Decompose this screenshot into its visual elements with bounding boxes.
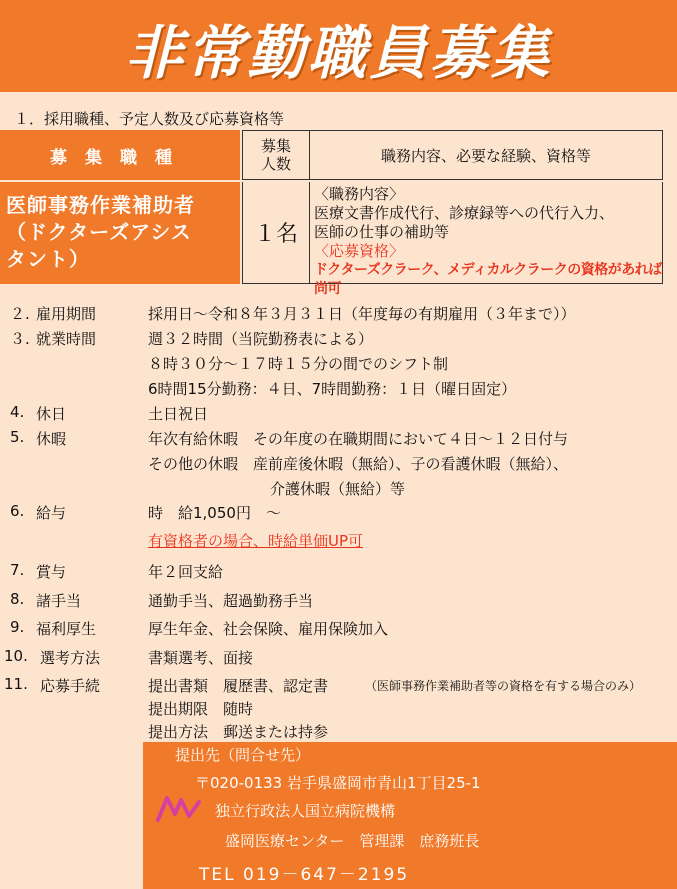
page-title: 非常勤職員募集 (124, 19, 552, 87)
job-line-3: タント） (6, 247, 90, 271)
duties-heading: 〈職務内容〉 (314, 185, 405, 203)
item-value: 厚生年金、社会保険、雇用保険加入 (148, 620, 389, 638)
contact-phone: TEL 019－647－2195 (199, 865, 410, 885)
item-value-note: （医師事務作業補助者等の資格を有する場合のみ） (365, 679, 642, 693)
item-value: 土日祝日 (148, 405, 209, 423)
item-label: 賞与 (36, 563, 67, 581)
item-value: 提出書類 履歴書、認定書 (148, 677, 329, 695)
item-label: 雇用期間 (36, 305, 97, 323)
hospital-logo-icon (155, 794, 203, 822)
duties-line-1: 医療文書作成代行、診療録等への代行入力、 (314, 204, 615, 222)
item-value-3: 提出方法 郵送または持参 (148, 723, 329, 741)
item-label: 福利厚生 (36, 620, 97, 638)
salary-note: 有資格者の場合、時給単価UP可 (148, 532, 364, 550)
header-count (242, 130, 310, 180)
item-number: ２. (10, 305, 30, 323)
count-cell: １名 (242, 182, 310, 284)
item-value: 書類選考、面接 (148, 649, 254, 667)
header-description: 職務内容、必要な経験、資格等 (310, 130, 663, 180)
item-value-3: 6時間15分勤務：４日、7時間勤務：１日（曜日固定） (148, 380, 517, 398)
duties-line-2: 医師の仕事の補助等 (314, 223, 450, 241)
item-value-2: 提出期限 随時 (148, 700, 254, 718)
item-number: 11. (4, 675, 28, 693)
job-line-1: 医師事務作業補助者 (6, 193, 195, 217)
contact-organization: 独立行政法人国立病院機構 (215, 802, 396, 820)
contact-heading: 提出先（問合せ先） (175, 746, 311, 764)
contact-box (143, 742, 677, 889)
contact-address: 〒020-0133 岩手県盛岡市青山1丁目25-1 (195, 774, 481, 792)
item-number: 7. (10, 561, 25, 579)
item-number: 5. (10, 428, 25, 446)
item-value: 時 給1,050円 ～ (148, 504, 281, 522)
item-label: 選考方法 (40, 649, 101, 667)
item-value-2: ８時３０分～１７時１５分の間でのシフト制 (148, 355, 449, 373)
item-number: 8. (10, 590, 25, 608)
item-value: 年次有給休暇 その年度の在職期間において４日～１２日付与 (148, 430, 569, 448)
job-title-cell (0, 182, 240, 284)
item-label: 休暇 (36, 430, 67, 448)
item-value: 年２回支給 (148, 563, 224, 581)
header-count-line2: 人数 (260, 155, 291, 173)
item-value: 通勤手当、超過勤務手当 (148, 592, 314, 610)
qualification-heading: 〈応募資格〉 (314, 242, 405, 260)
header-count-line1: 募集 (260, 137, 291, 155)
title-banner (0, 0, 677, 92)
contact-department: 盛岡医療センター 管理課 庶務班長 (225, 832, 480, 850)
item-number: 6. (10, 502, 25, 520)
item-number: ３. (10, 330, 30, 348)
item-label: 就業時間 (36, 330, 97, 348)
header-job: 募集職種 (0, 130, 240, 180)
description-cell (310, 182, 663, 297)
item-value-2: その他の休暇 産前産後休暇（無給）、子の看護休暇（無給）、 (148, 455, 569, 473)
item-value: 週３２時間（当院勤務表による） (148, 330, 374, 348)
item-value: 採用日～令和８年３月３１日（年度毎の有期雇用（３年まで）） (148, 305, 576, 323)
item-label: 給与 (36, 504, 67, 522)
section-heading: １．採用職種、予定人数及び応募資格等 (14, 110, 285, 128)
item-number: 9. (10, 618, 25, 636)
item-number: 10. (4, 647, 28, 665)
item-label: 諸手当 (36, 592, 82, 610)
item-value-3: 介護休暇（無給）等 (270, 480, 406, 498)
item-number: 4. (10, 403, 25, 421)
job-line-2: （ドクターズアシス (6, 220, 192, 244)
item-label: 休日 (36, 405, 67, 423)
qualification-text: ドクターズクラーク、メディカルクラークの資格があれば尚可 (314, 262, 662, 297)
item-label: 応募手続 (40, 677, 101, 695)
